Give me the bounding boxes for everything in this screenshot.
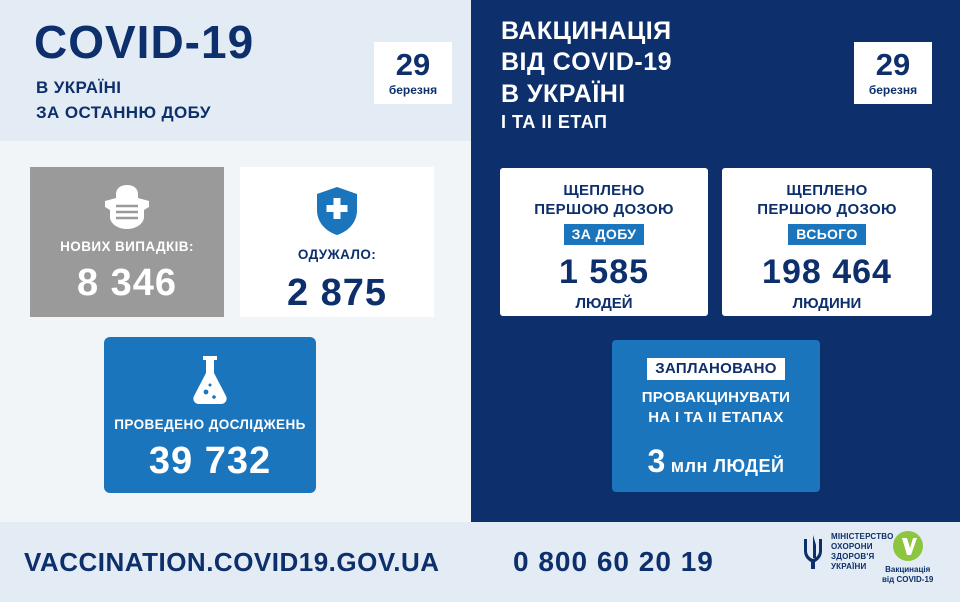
vaccination-title-line1: ВАКЦИНАЦІЯ	[501, 17, 672, 45]
right-date-badge	[854, 42, 932, 104]
trident-emblem-icon	[800, 534, 826, 570]
first-dose-total-title-line1: ЩЕПЛЕНО	[786, 182, 868, 199]
left-subtitle	[36, 76, 211, 125]
first-dose-total-title-line2: ПЕРШОЮ ДОЗОЮ	[757, 200, 897, 218]
vaccination-title	[501, 16, 672, 110]
right-date-day: 29	[875, 47, 911, 82]
new-cases-label: НОВИХ ВИПАДКІВ:	[60, 239, 194, 254]
card-tests-done	[104, 337, 316, 493]
plan-line1: ЗАПЛАНОВАНО	[647, 358, 784, 380]
left-date-day: 29	[395, 47, 431, 82]
recovered-label: ОДУЖАЛО:	[297, 247, 377, 262]
first-dose-total-title	[757, 182, 896, 220]
left-panel	[0, 0, 471, 522]
vaccination-logo-text: Вакцинація від COVID-19	[882, 565, 934, 584]
flask-icon	[184, 351, 236, 409]
check-shield-icon	[892, 530, 924, 562]
tests-label: ПРОВЕДЕНО ДОСЛІДЖЕНЬ	[114, 417, 306, 432]
footer-website[interactable]: VACCINATION.COVID19.GOV.UA	[24, 547, 440, 577]
vaccination-subtitle: I ТА II ЕТАП	[501, 112, 608, 132]
first-dose-daily-title-line1: ЩЕПЛЕНО	[563, 182, 645, 199]
card-first-dose-total	[722, 168, 932, 316]
footer-phone[interactable]: 0 800 60 20 19	[513, 546, 714, 577]
first-dose-daily-title-line2: ПЕРШОЮ ДОЗОЮ	[534, 200, 674, 218]
ministry-of-health-logo	[800, 532, 894, 572]
new-cases-value: 8 346	[76, 262, 178, 304]
mask-icon	[99, 181, 155, 233]
card-recovered	[240, 167, 434, 317]
first-dose-total-chip: ВСЬОГО	[788, 224, 866, 245]
card-first-dose-daily	[500, 168, 708, 316]
left-date-badge	[374, 42, 452, 104]
plan-line2-text: ПРОВАКЦИНУВАТИ	[641, 389, 791, 406]
first-dose-daily-value: 1 585	[558, 252, 650, 291]
first-dose-daily-unit: ЛЮДЕЙ	[575, 294, 633, 312]
plan-value-number: 3	[647, 443, 666, 479]
plan-line3-text: НА I ТА II ЕТАПАХ	[648, 408, 784, 426]
plan-value-unit: млн ЛЮДЕЙ	[670, 456, 785, 476]
card-planned-vaccination	[612, 340, 820, 492]
left-subtitle-line2: ЗА ОСТАННЮ ДОБУ	[36, 102, 211, 122]
left-header	[0, 0, 471, 141]
first-dose-daily-chip: ЗА ДОБУ	[564, 224, 645, 245]
left-subtitle-line1: В УКРАЇНІ	[36, 78, 122, 97]
page-title: COVID-19	[34, 16, 255, 68]
first-dose-daily-title	[534, 182, 673, 220]
ministry-logo-text: МІНІСТЕРСТВО ОХОРОНИ ЗДОРОВ'Я УКРАЇНИ	[831, 532, 894, 571]
card-new-cases	[30, 167, 224, 317]
first-dose-total-unit: ЛЮДИНИ	[792, 294, 862, 312]
tests-value: 39 732	[148, 440, 272, 482]
plan-value	[648, 443, 785, 480]
right-date-month: березня	[868, 83, 918, 97]
left-date-month: березня	[388, 83, 438, 97]
vaccination-logo	[882, 530, 933, 584]
vaccination-title-line3: В УКРАЇНІ	[501, 79, 626, 108]
vaccination-title-line2: ВІД COVID-19	[501, 48, 673, 77]
first-dose-total-value: 198 464	[762, 252, 892, 291]
plan-line2	[642, 388, 791, 427]
recovered-value: 2 875	[286, 272, 388, 314]
medical-cross-icon	[311, 185, 363, 237]
